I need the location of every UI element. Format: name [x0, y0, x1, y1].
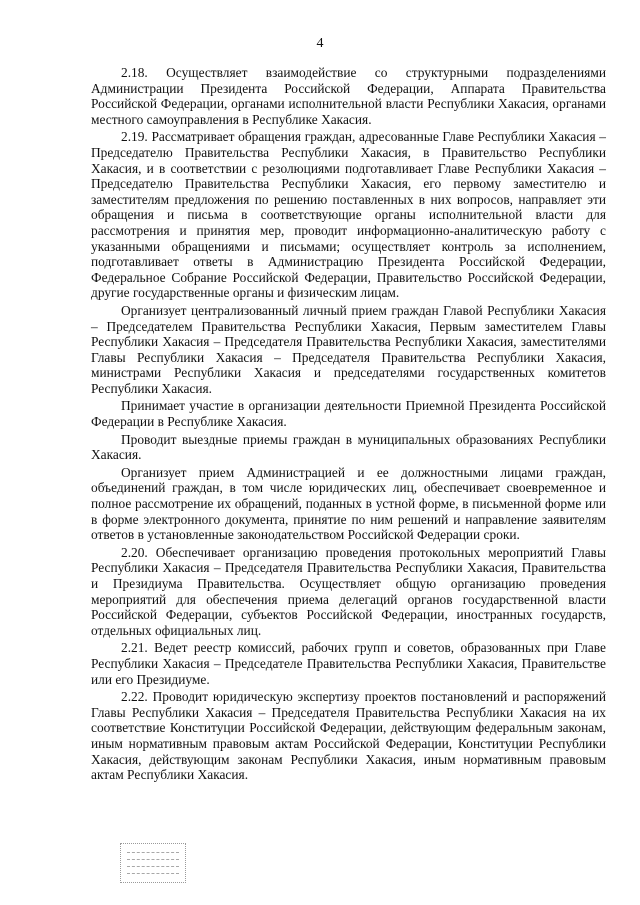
paragraph-field-reception: Проводит выездные приемы граждан в муниципальных образованиях Республики Хакасия. — [91, 431, 606, 463]
body-text — [91, 65, 606, 785]
registration-stamp — [120, 843, 186, 883]
paragraph-2-22: 2.22. Проводит юридическую экспертизу проектов постановлений и распоряжений Главы Республики Хакасия – Председателя Правительства Республики Хакасия на их соответствие Конституции Российской Федерации, действующим федеральным законам, иным нормативным правовым актам Российской Федерации, Конституции Республики Хакасия, действующим законам Республики Хакасия, иным нормативным правовым актам Республики Хакасия. — [91, 689, 606, 783]
page-number: 4 — [316, 36, 324, 51]
paragraph-president-reception: Принимает участие в организации деятельности Приемной Президента Российской Федерации в Республике Хакасия. — [91, 398, 606, 430]
paragraph-2-19: 2.19. Рассматривает обращения граждан, адресованные Главе Республики Хакасия – Председателю Правительства Республики Хакасия, в Правительство Республики Хакасия, и в соответствии с резолюциями подготавливает Главе Республики Хакасия – Председателю Правительства Республики Хакасия, его первому заместителю и заместителям предложения по решению поставленных в них вопросов, направляет эти обращения и письма в соответствующие органы исполнительной власти для рассмотрения и принятия мер, проводит информационно-аналитическую работу с указанными обращениями и письмами; осуществляет контроль за исполнением, подготавливает ответы в Администрацию Президента Российской Федерации, Федеральное Собрание Российской Федерации, Правительство Российской Федерации, другие государственные органы и физическим лицам. — [91, 129, 606, 301]
paragraph-administration-reception: Организует прием Администрацией и ее должностными лицами граждан, объединений граждан, в том числе юридических лиц, обеспечивает своевременное и полное рассмотрение их обращений, поданных в устной форме, в письменной форме или в форме электронного документа, принятие по ним решений и направление заявителям ответов в установленные законодательством Российской Федерации сроки. — [91, 464, 606, 543]
paragraph-2-20: 2.20. Обеспечивает организацию проведения протокольных мероприятий Главы Республики Хакасия – Председателя Правительства Республики Хакасия, Правительства и Президиума Правительства. Осуществляет общую организацию проведения мероприятий для обеспечения приема делегаций органов государственной власти Российской Федерации, субъектов Российской Федерации, иностранных государств, отдельных официальных лиц. — [91, 544, 606, 638]
paragraph-personal-reception: Организует централизованный личный прием граждан Главой Республики Хакасия – Председателем Правительства Республики Хакасия, Первым заместителем Главы Республики Хакасия – Председателя Правительства Республики Хакасия, заместителями Главы Республики Хакасия – Председателя Правительства Республики Хакасия, министрами Республики Хакасия и председателями государственных комитетов Республики Хакасия. — [91, 302, 606, 396]
paragraph-2-18: 2.18. Осуществляет взаимодействие со структурными подразделениями Администрации Президента Российской Федерации, Аппарата Правительства Российской Федерации, органами исполнительной власти Республики Хакасия, органами местного самоуправления в Республике Хакасия. — [91, 65, 606, 127]
paragraph-2-21: 2.21. Ведет реестр комиссий, рабочих групп и советов, образованных при Главе Республики Хакасия – Председателе Правительства Республики Хакасия, Правительстве или его Президиуме. — [91, 640, 606, 687]
